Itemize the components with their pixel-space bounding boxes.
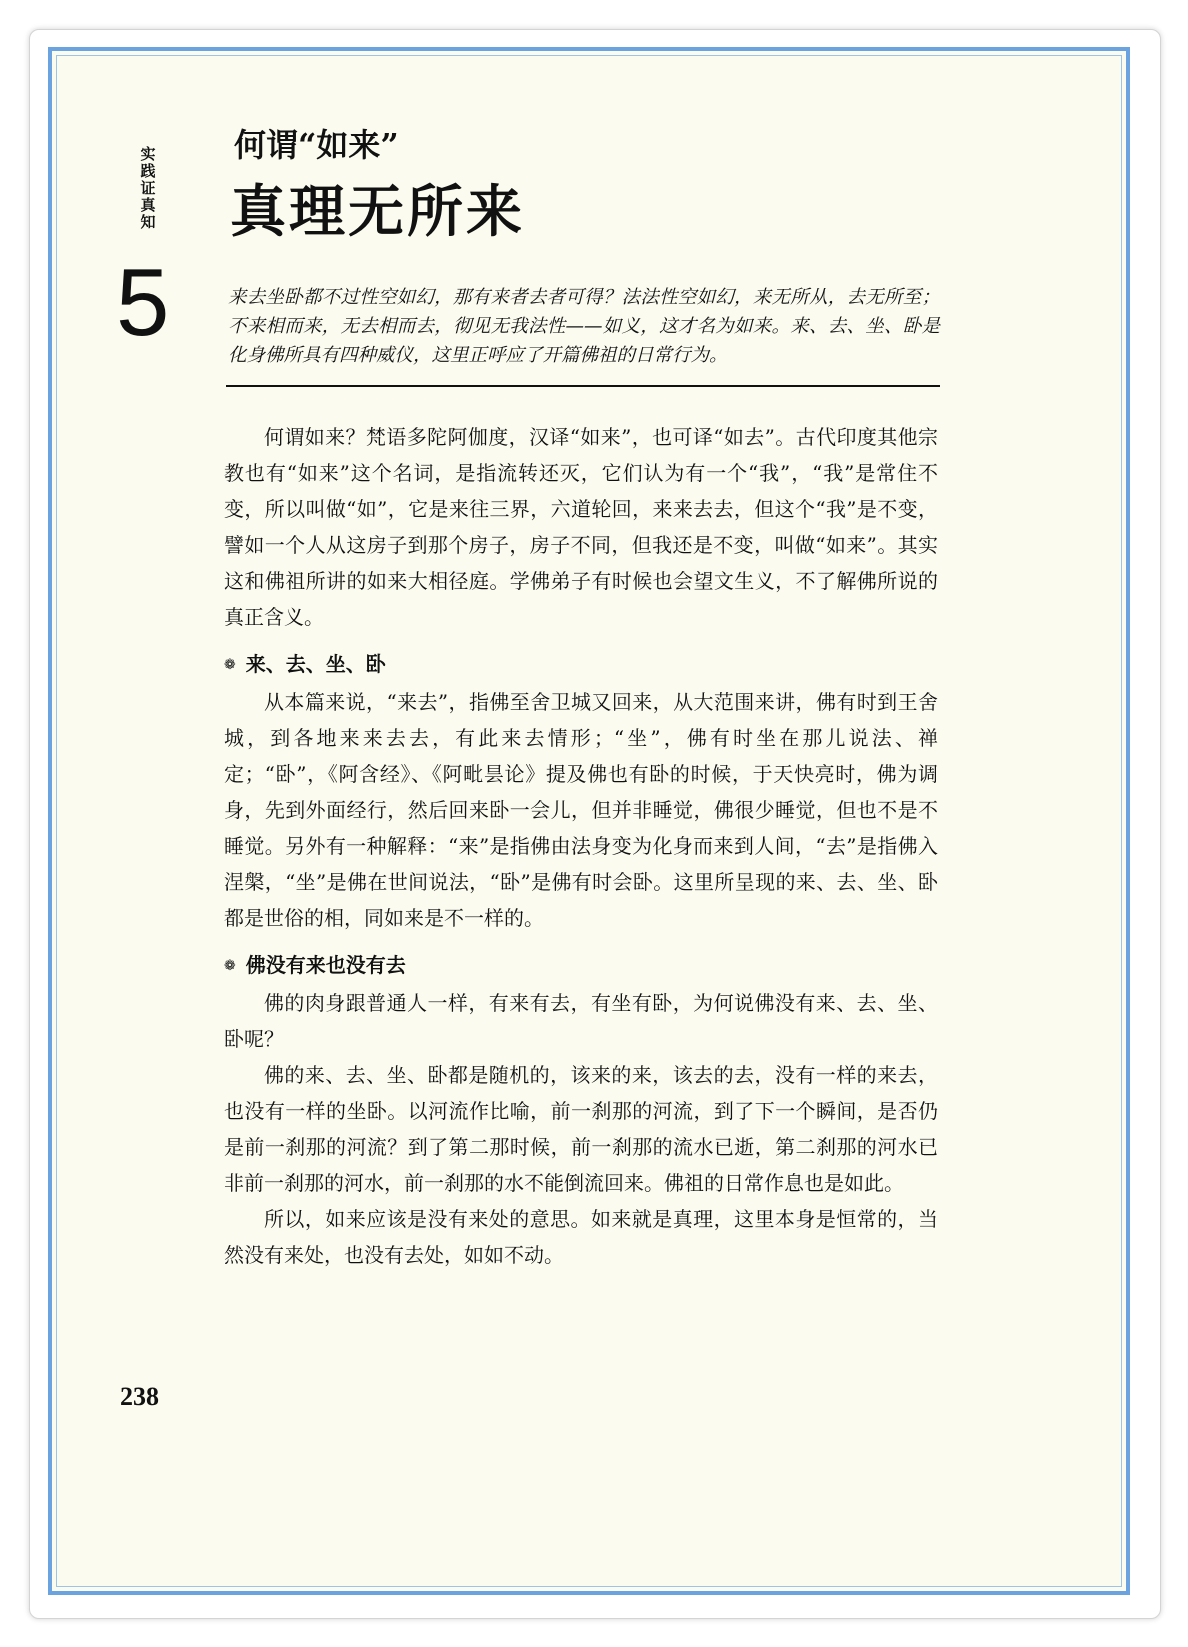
intro-paragraph: 何谓如来？梵语多陀阿伽度，汉译“如来”，也可译“如去”。古代印度其他宗教也有“如来”这个名词，是指流转还灭，它们认为有一个“我”，“我”是常住不变，所以叫做“如”，它是来往三界，六道轮回，来来去去，但这个“我”是不变，譬如一个人从这房子到那个房子，房子不同，但我还是不变，叫做“如来”。其实这和佛祖所讲的如来大相径庭。学佛弟子有时候也会望文生义，不了解佛所说的真正含义。 bbox=[224, 425, 938, 629]
side-section-label: 实践证真知 bbox=[140, 145, 156, 231]
section-2-paragraph-3: 所以，如来应该是没有来处的意思。如来就是真理，这里本身是恒常的，当然没有来处，也没有去处，如如不动。 bbox=[224, 1207, 938, 1267]
section-heading-lai-qu-zuo-wo bbox=[224, 645, 938, 684]
page-subtitle: 何谓“如来” bbox=[234, 126, 399, 164]
section-2-paragraph-2: 佛的来、去、坐、卧都是随机的，该来的来，该去的去，没有一样的来去，也没有一样的坐卧。以河流作比喻，前一刹那的河流，到了下一个瞬间，是否仍是前一刹那的河流？到了第二那时候，前一刹那的流水已逝，第二刹那的河水已非前一刹那的河水，前一刹那的水不能倒流回来。佛祖的日常作息也是如此。 bbox=[224, 1063, 938, 1195]
section-1-paragraph: 从本篇来说，“来去”，指佛至舍卫城又回来，从大范围来讲，佛有时到王舍城，到各地来来去去，有此来去情形；“坐”，佛有时坐在那儿说法、禅定；“卧”，《阿含经》、《阿毗昙论》提及佛也有卧的时候，于天快亮时，佛为调身，先到外面经行，然后回来卧一会儿，但并非睡觉，佛很少睡觉，但也不是不睡觉。另外有一种解释：“来”是指佛由法身变为化身而来到人间，“去”是指佛入涅槃，“坐”是佛在世间说法，“卧”是佛有时会卧。这里所呈现的来、去、坐、卧都是世俗的相，同如来是不一样的。 bbox=[224, 690, 938, 930]
chapter-number: 5 bbox=[116, 249, 170, 356]
flower-bullet-icon: ❁ bbox=[224, 958, 236, 974]
section-heading-text: 佛没有来也没有去 bbox=[245, 953, 406, 977]
summary-text: 来去坐卧都不过性空如幻，那有来者去者可得？法法性空如幻，来无所从，去无所至；不来相而来，无去相而去，彻见无我法性——如义，这才名为如来。来、去、坐、卧是化身佛所具有四种威仪，这里正呼应了开篇佛祖的日常行为。 bbox=[228, 287, 940, 366]
summary-divider bbox=[226, 385, 940, 387]
section-heading-no-coming-going bbox=[224, 946, 938, 985]
page-number: 238 bbox=[120, 1382, 159, 1411]
page-title: 真理无所来 bbox=[230, 180, 525, 245]
section-heading-text: 来、去、坐、卧 bbox=[245, 652, 386, 676]
article-body bbox=[224, 419, 938, 1273]
section-2-paragraph-1: 佛的肉身跟普通人一样，有来有去，有坐有卧，为何说佛没有来、去、坐、卧呢？ bbox=[224, 991, 938, 1051]
flower-bullet-icon: ❁ bbox=[224, 657, 236, 673]
